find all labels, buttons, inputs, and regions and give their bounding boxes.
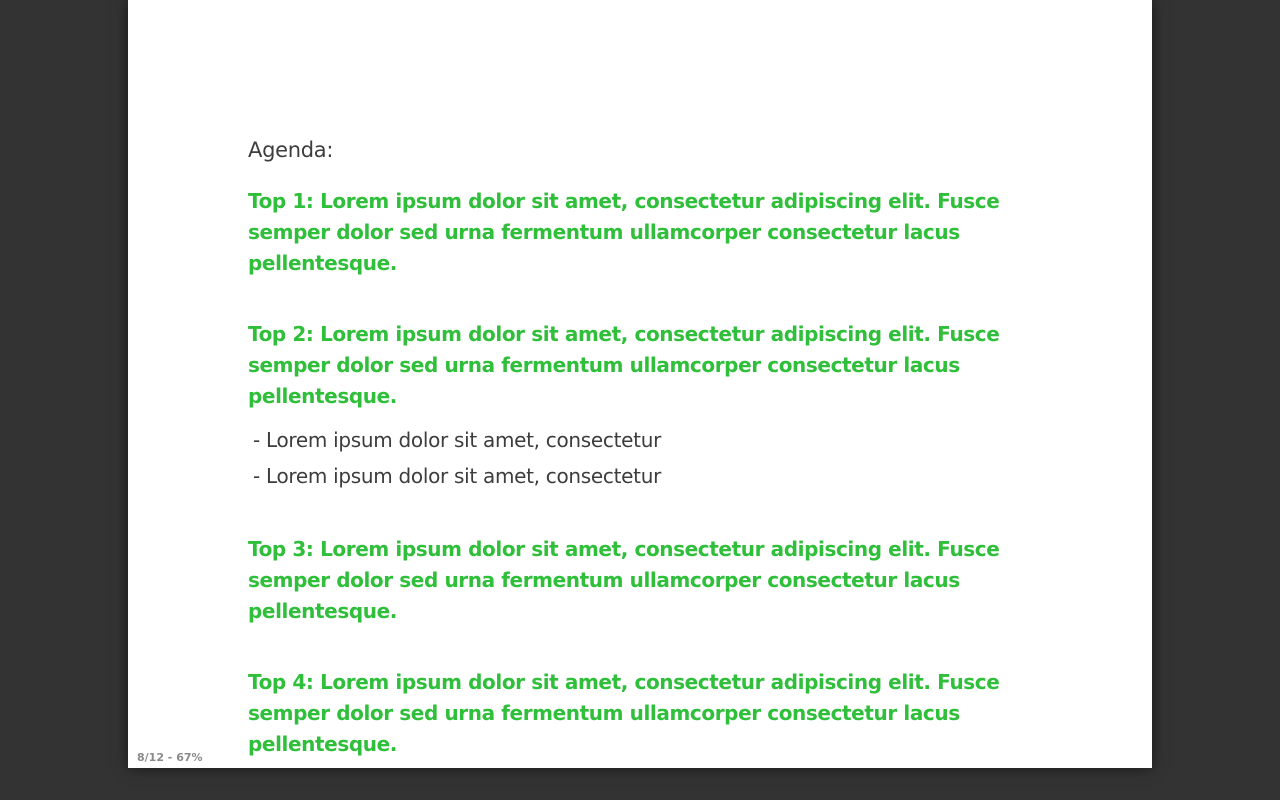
- agenda-topic-3: [248, 534, 1048, 627]
- agenda-topic-4: [248, 667, 1048, 760]
- slide-content: [248, 136, 1048, 800]
- sub-item: - Lorem ipsum dolor sit amet, consectetur: [253, 428, 662, 452]
- agenda-heading: Agenda:: [248, 138, 334, 162]
- agenda-topic-2: [248, 319, 1048, 494]
- topic-text: Top 1: Lorem ipsum dolor sit amet, consectetur adipiscing elit. Fusce semper dolor sed urna fermentum ullamcorper consectetur lacus pellentesque.: [248, 189, 1000, 275]
- slide-page[interactable]: [128, 0, 1152, 768]
- page-zoom-indicator: 8/12 - 67%: [137, 751, 203, 764]
- sub-item: - Lorem ipsum dolor sit amet, consectetur: [253, 464, 662, 488]
- agenda-topic-1: [248, 186, 1048, 279]
- topic-text: Top 3: Lorem ipsum dolor sit amet, consectetur adipiscing elit. Fusce semper dolor sed urna fermentum ullamcorper consectetur lacus pellentesque.: [248, 537, 1000, 623]
- topic-sub-list: [248, 422, 1048, 494]
- topic-text: Top 2: Lorem ipsum dolor sit amet, consectetur adipiscing elit. Fusce semper dolor sed urna fermentum ullamcorper consectetur lacus pellentesque.: [248, 322, 1000, 408]
- topic-text: Top 4: Lorem ipsum dolor sit amet, consectetur adipiscing elit. Fusce semper dolor sed urna fermentum ullamcorper consectetur lacus pellentesque.: [248, 670, 1000, 756]
